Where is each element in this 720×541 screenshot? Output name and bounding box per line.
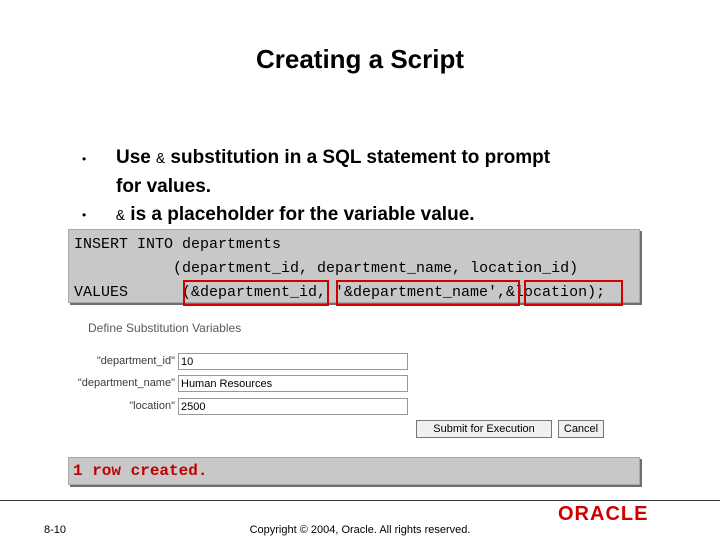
department-name-input[interactable]: Human Resources xyxy=(178,375,408,392)
bullet-marker-1: • xyxy=(82,152,87,166)
field-label-department-id: "department_id" xyxy=(96,355,175,367)
submit-for-execution-button[interactable]: Submit for Execution xyxy=(416,420,552,438)
ampersand-code: & xyxy=(116,208,126,225)
location-input[interactable]: 2500 xyxy=(178,398,408,415)
field-label-location: "location" xyxy=(129,400,175,412)
highlight-department-id xyxy=(183,280,329,306)
slide-number: 8-10 xyxy=(44,524,67,536)
cancel-button[interactable]: Cancel xyxy=(558,420,604,438)
ampersand-code: & xyxy=(156,151,166,168)
sql-code-box xyxy=(68,229,640,303)
sql-values-list: (&department_id, '&department_name',&location); xyxy=(182,284,606,301)
dialog-title: Define Substitution Variables xyxy=(88,321,242,335)
bullet-text-1-part-b: substitution in a SQL statement to prompt xyxy=(165,147,551,168)
bullet-marker-2: • xyxy=(82,208,87,222)
bullet-text-1 xyxy=(116,144,550,200)
sql-line-2: (department_id, department_name, location_id) xyxy=(74,260,579,277)
department-id-input[interactable]: 10 xyxy=(178,353,408,370)
highlight-location xyxy=(524,280,623,306)
slide-title: Creating a Script xyxy=(255,44,465,74)
field-label-department-name: "department_name" xyxy=(77,377,175,389)
bullet-text-1-part-a: Use xyxy=(116,147,157,168)
bullet-text-1-continuation: for values. xyxy=(116,176,212,197)
bullet-text-2-part-b: is a placeholder for the variable value. xyxy=(125,204,475,225)
oracle-logo: ORACLE xyxy=(558,503,649,525)
result-box xyxy=(68,457,640,485)
result-message: 1 row created. xyxy=(73,462,208,480)
copyright-text: Copyright © 2004, Oracle. All rights reserved. xyxy=(249,524,471,536)
sql-line-1: INSERT INTO departments xyxy=(74,236,282,253)
bullet-text-2 xyxy=(116,201,475,230)
highlight-department-name xyxy=(336,280,520,306)
sql-values-keyword: VALUES xyxy=(74,284,129,301)
